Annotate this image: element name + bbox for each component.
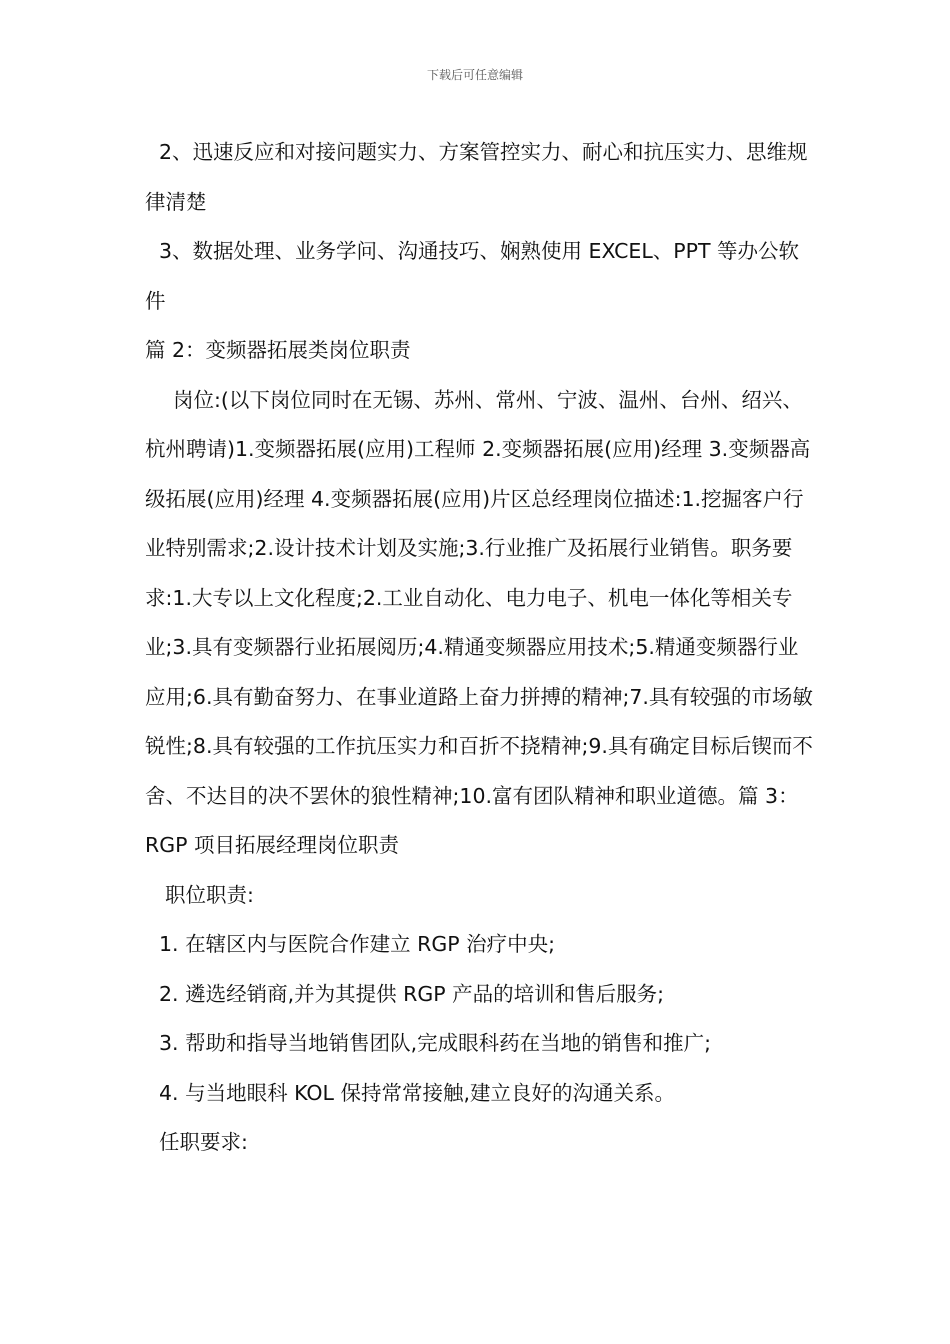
list-item-duty-3: 3. 帮助和指导当地销售团队,完成眼科药在当地的销售和推广; xyxy=(159,1031,711,1055)
list-item-duty-4: 4. 与当地眼科 KOL 保持常常接触,建立良好的沟通关系。 xyxy=(159,1080,676,1105)
paragraph-requirement-2: 2、迅速反应和对接问题实力、方案管控实力、耐心和抗压实力、思维规律清楚 xyxy=(145,140,808,214)
paragraph-requirement-3: 3、数据处理、业务学问、沟通技巧、娴熟使用 EXCEL、PPT 等办公软件 xyxy=(145,239,800,313)
paragraph-job-description: 岗位:(以下岗位同时在无锡、苏州、常州、宁波、温州、台州、绍兴、杭州聘请)1.变频器拓展(应用)工程师 2.变频器拓展(应用)经理 3.变频器高级拓展(应用)经理 4.变频器拓展(应用)片区总经理岗位描述:1.挖掘客户行业特别需求;2.设计技术计划及实施;3.行业推广及拓展行业销售。职务要求:1.大专以上文化程度;2.工业自动化、电力电子、机电一体化等相关专业;3.具有变频器行业拓展阅历;4.精通变频器应用技术;5.精通变频器行业应用;6.具有勤奋努力、在事业道路上奋力拼搏的精神;7.具有较强的市场敏锐性;8.具有较强的工作抗压实力和百折不挠精神;9.具有确定目标后锲而不舍、不达目的决不罢休的狼性精神;10.富有团队精神和职业道德。篇 3：RGP 项目拓展经理岗位职责 xyxy=(145,387,813,857)
list-item-duty-1: 1. 在辖区内与医院合作建立 RGP 治疗中央; xyxy=(159,932,556,956)
section-heading-2: 篇 2：变频器拓展类岗位职责 xyxy=(145,338,411,362)
paragraph-duties-heading: 职位职责: xyxy=(165,882,254,907)
paragraph-requirements-heading: 任职要求: xyxy=(159,1130,248,1154)
document-body xyxy=(145,128,813,1168)
page-header: 下载后可任意编辑 xyxy=(426,68,523,82)
list-item-duty-2: 2. 遴选经销商,并为其提供 RGP 产品的培训和售后服务; xyxy=(159,981,665,1006)
